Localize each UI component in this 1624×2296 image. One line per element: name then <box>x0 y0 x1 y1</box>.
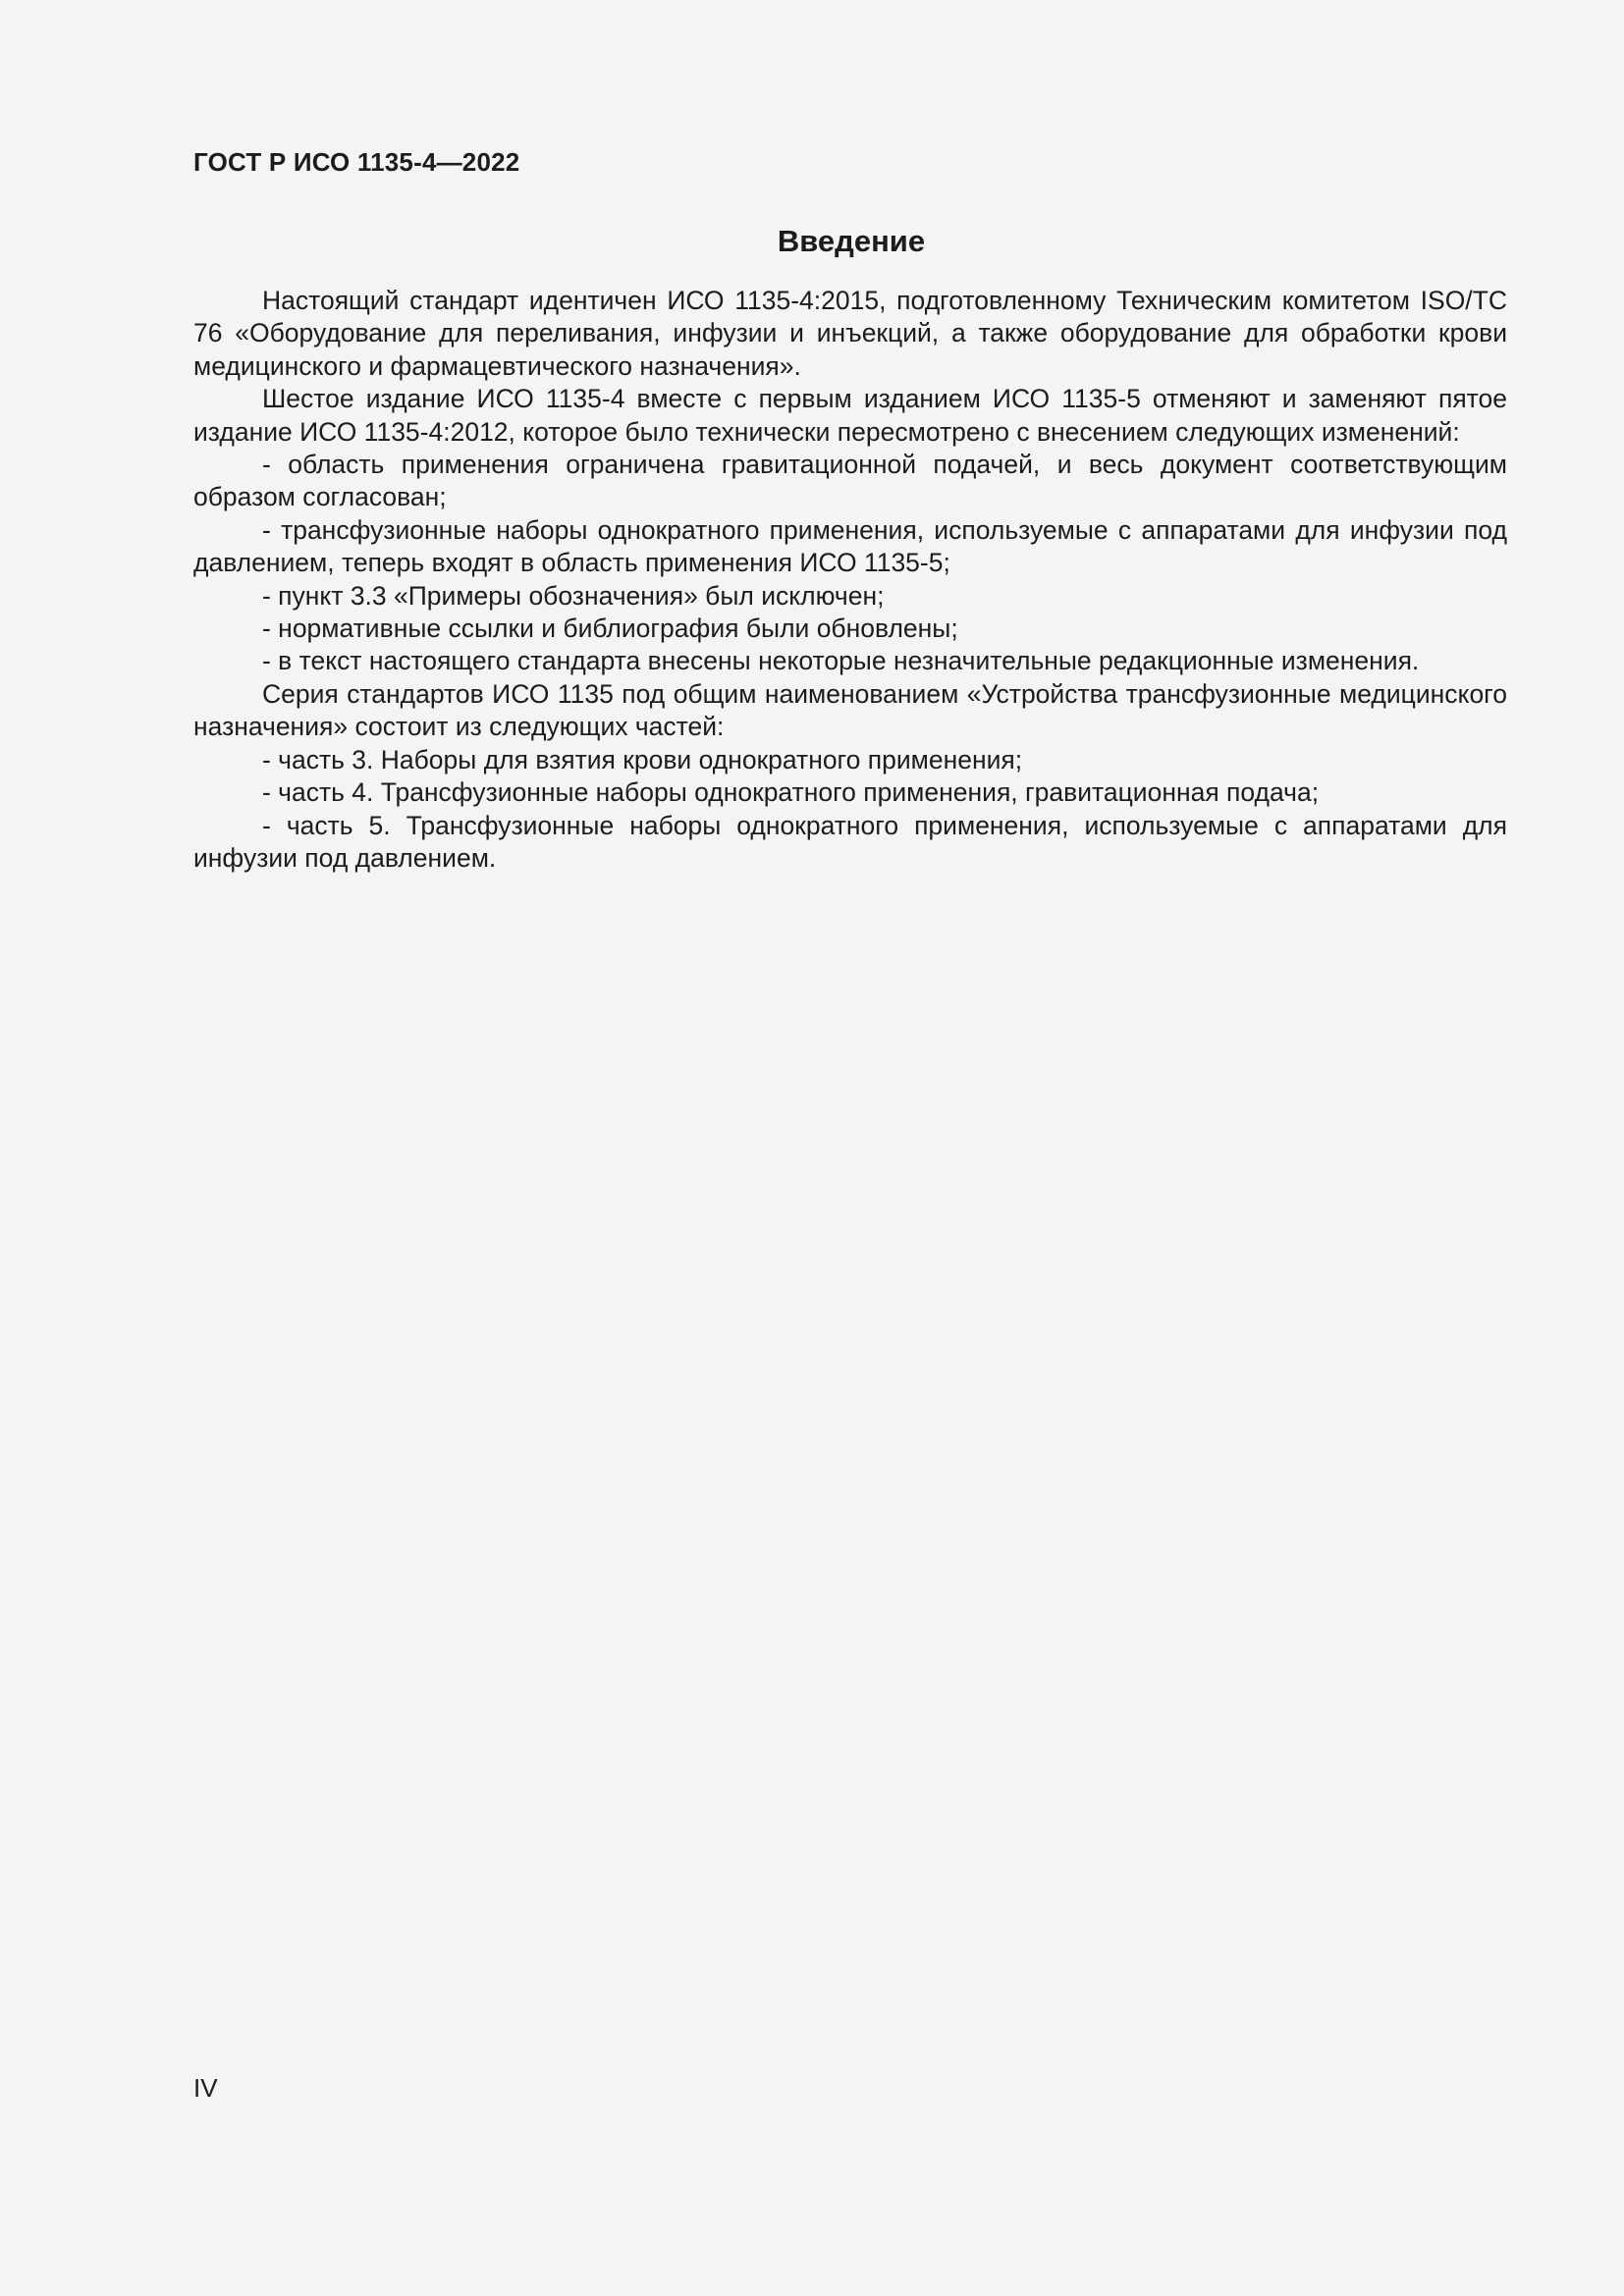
section-title: Введение <box>777 224 926 258</box>
paragraph-series-parts: Серия стандартов ИСО 1135 под общим наименованием «Устройства трансфузионные медицинского назначения» состоит из следующих частей: <box>193 678 1507 742</box>
list-item-part-4: - часть 4. Трансфузионные наборы однократного применения, гравитационная подача; <box>262 777 1320 808</box>
list-item-part-5: - часть 5. Трансфузионные наборы однократного применения, используемые с аппаратами для инфузии под давлением. <box>193 810 1507 873</box>
list-item-change-scope: - область применения ограничена гравитационной подачей, и весь документ соответствующим образом согласован; <box>193 450 1507 512</box>
list-item-change-pressure-sets: - трансфузионные наборы однократного применения, используемые с аппаратами для инфузии под давлением, теперь входят в область применения ИСО 1135-5; <box>193 514 1507 578</box>
paragraph-standard-identity: Настоящий стандарт идентичен ИСО 1135-4:2015, подготовленному Техническим комитетом ISO/TC 76 «Оборудование для переливания, инфузии и инъекций, а также оборудование для обработки крови медицинского и фармацевтического назначения». <box>193 286 1507 381</box>
introduction-body <box>193 285 1507 875</box>
paragraph-edition-changes: Шестое издание ИСО 1135-4 вместе с первым изданием ИСО 1135-5 отменяют и заменяют пятое издание ИСО 1135-4:2012, которое было технически пересмотрено с внесением следующих изменений: <box>193 384 1507 447</box>
list-item-change-examples: - пункт 3.3 «Примеры обозначения» был исключен; <box>262 580 885 611</box>
document-code-header: ГОСТ Р ИСО 1135-4—2022 <box>193 147 520 177</box>
list-item-part-3: - часть 3. Наборы для взятия крови однократного применения; <box>262 744 1023 774</box>
page-number: IV <box>193 2073 218 2103</box>
list-item-change-editorial: - в текст настоящего стандарта внесены некоторые незначительные редакционные изменения. <box>262 646 1420 676</box>
list-item-change-references: - нормативные ссылки и библиография были обновлены; <box>262 614 958 644</box>
